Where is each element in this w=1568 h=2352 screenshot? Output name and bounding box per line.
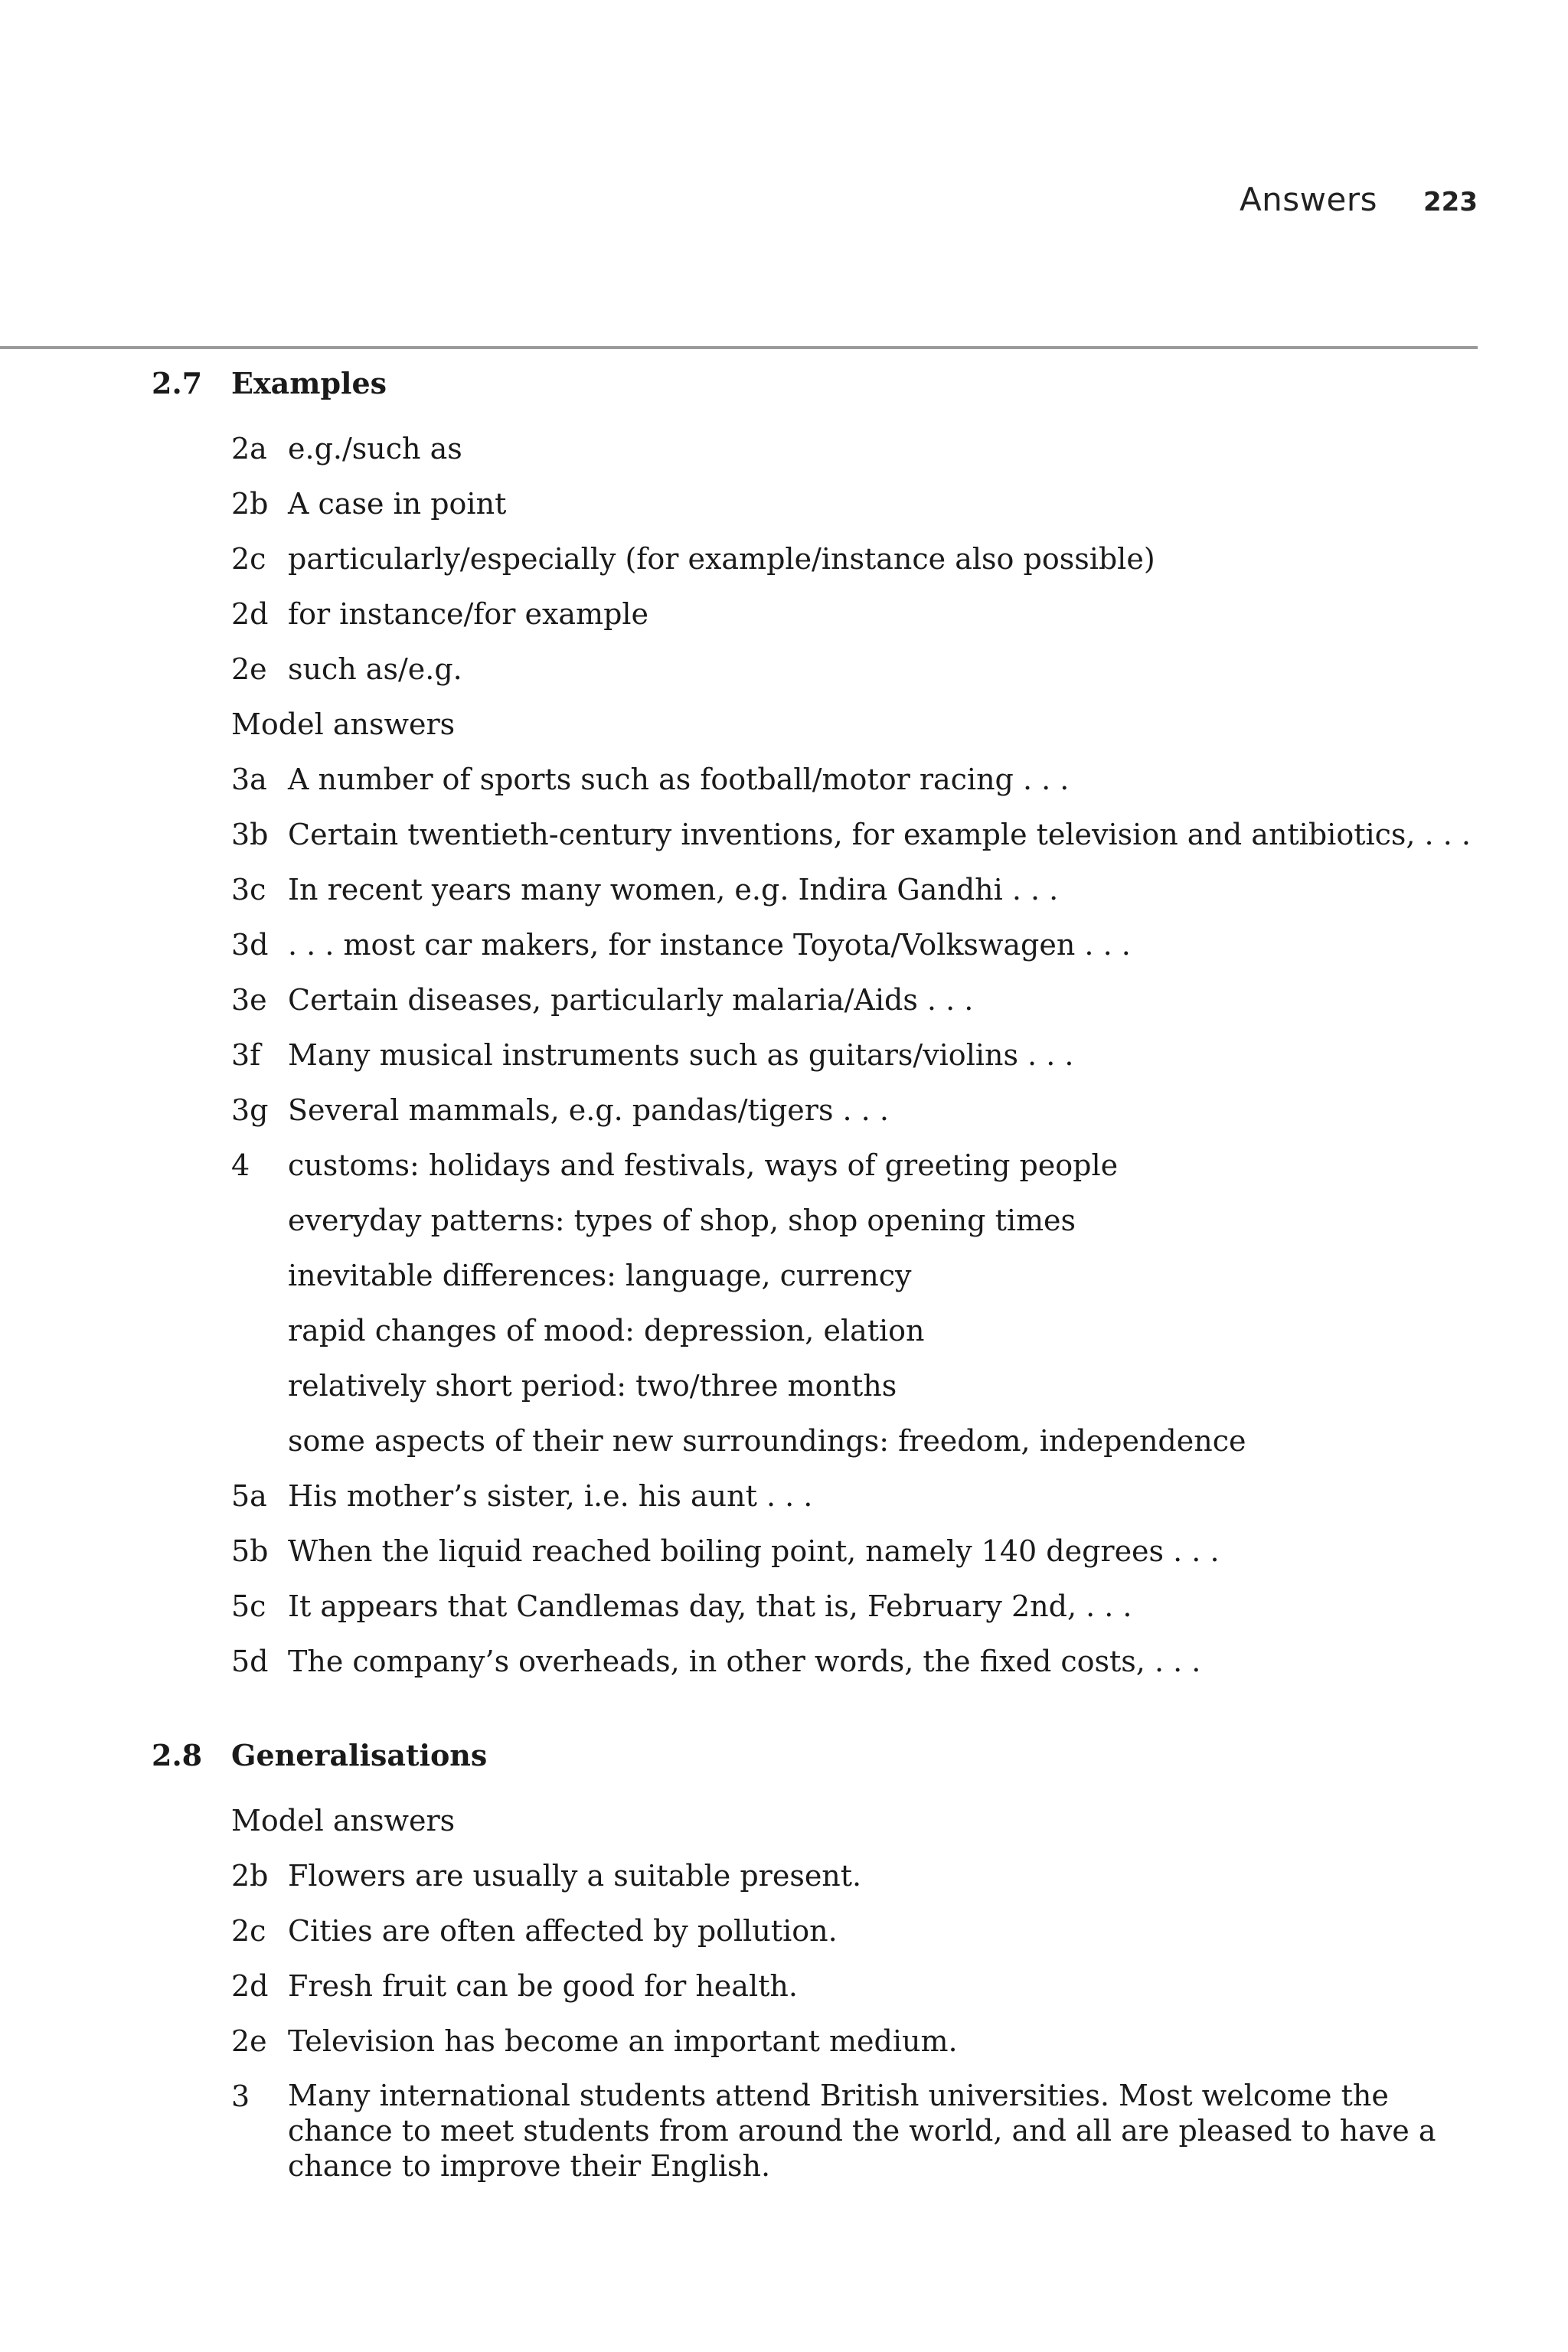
answer-text: Certain twentieth-century inventions, for example television and antibiotics, . . . (288, 818, 1471, 851)
answer-item (231, 2069, 1484, 2184)
model-answers-note: Model answers (231, 1804, 456, 1838)
answer-text: In recent years many women, e.g. Indira Gandhi . . . (288, 873, 1059, 906)
answer-text: A number of sports such as football/motor racing . . . (288, 763, 1070, 796)
answer-item (231, 1848, 1484, 1903)
answer-label: 5a (231, 1479, 267, 1513)
answer-text: particularly/especially (for example/instance also possible) (288, 542, 1155, 576)
answer-text: Many musical instruments such as guitars/violins . . . (288, 1038, 1074, 1072)
answer-text: . . . most car makers, for instance Toyota/Volkswagen . . . (288, 928, 1131, 962)
answer-label: 3b (231, 818, 269, 851)
answer-text: It appears that Candlemas day, that is, February 2nd, . . . (288, 1589, 1132, 1623)
answer-text: Flowers are usually a suitable present. (288, 1859, 862, 1893)
answer-text: for instance/for example (288, 597, 649, 631)
answer-item (231, 1468, 1484, 1524)
page-number: 223 (1423, 187, 1478, 217)
section-header (152, 1738, 1484, 1793)
answer-item (231, 1524, 1484, 1579)
answer-item (231, 421, 1484, 476)
answer-label: 2c (231, 542, 266, 576)
answer-item (231, 2014, 1484, 2069)
answer-item (231, 752, 1484, 807)
section-number: 2.7 (152, 366, 203, 400)
answer-item (231, 807, 1484, 862)
answer-label: 5b (231, 1534, 269, 1568)
answer-text: When the liquid reached boiling point, namely 140 degrees . . . (288, 1534, 1220, 1568)
running-head (1240, 181, 1478, 218)
header-rule (0, 346, 1478, 349)
answer-item (231, 642, 1484, 697)
answer-text: customs: holidays and festivals, ways of greeting people (288, 1148, 1119, 1182)
answer-label: 2b (231, 1859, 269, 1893)
section-generalisations (152, 1738, 1484, 2184)
answer-continuation: inevitable differences: language, currency (288, 1259, 912, 1292)
answer-item (231, 1579, 1484, 1634)
answer-label: 3d (231, 928, 269, 962)
answer-text: e.g./such as (288, 432, 462, 466)
answer-label: 5c (231, 1589, 266, 1623)
answer-item (231, 1958, 1484, 2014)
answer-label: 4 (231, 1148, 250, 1182)
section-title: Generalisations (231, 1738, 488, 1772)
answer-label: 2d (231, 1969, 269, 2003)
section-examples (152, 366, 1484, 1689)
answer-label: 3f (231, 1038, 261, 1072)
answer-label: 3c (231, 873, 266, 906)
running-title: Answers (1239, 181, 1378, 218)
answer-item (231, 586, 1484, 642)
answer-continuation: some aspects of their new surroundings: freedom, independence (288, 1424, 1246, 1458)
section-number: 2.8 (152, 1738, 203, 1772)
answer-item (231, 1083, 1484, 1138)
section-body (231, 421, 1484, 1689)
answer-item (231, 1027, 1484, 1083)
answer-text: Several mammals, e.g. pandas/tigers . . . (288, 1093, 889, 1127)
answer-label: 2b (231, 487, 269, 521)
answer-item (231, 476, 1484, 531)
answer-label: 2d (231, 597, 269, 631)
answer-text: His mother’s sister, i.e. his aunt . . . (288, 1479, 813, 1513)
answer-item (231, 531, 1484, 586)
answer-label: 3 (231, 2079, 250, 2113)
answer-continuation: everyday patterns: types of shop, shop opening times (288, 1204, 1076, 1237)
answer-item (231, 1903, 1484, 1958)
answer-text: Cities are often affected by pollution. (288, 1914, 838, 1948)
answer-label: 2c (231, 1914, 266, 1948)
answer-label: 2e (231, 652, 267, 686)
answer-text: such as/e.g. (288, 652, 462, 686)
section-body (231, 1793, 1484, 2184)
answer-label: 3a (231, 763, 267, 796)
answer-text: The company’s overheads, in other words, the fixed costs, . . . (288, 1645, 1201, 1678)
answer-label: 2a (231, 432, 267, 466)
answer-text: A case in point (288, 487, 507, 521)
answer-text: Television has become an important medium. (288, 2024, 958, 2058)
answer-label: 2e (231, 2024, 267, 2058)
answer-text: Fresh fruit can be good for health. (288, 1969, 798, 2003)
answer-item (231, 1138, 1484, 1193)
answer-label: 5d (231, 1645, 269, 1678)
section-header (152, 366, 1484, 421)
answer-text: Many international students attend British universities. Most welcome the chance to meet students from around the world, and all are pleased to have a chance to improve their English. (288, 2079, 1436, 2183)
answer-continuation: rapid changes of mood: depression, elation (288, 1314, 925, 1348)
answer-label: 3g (231, 1093, 269, 1127)
answer-item (231, 862, 1484, 917)
answer-item (231, 917, 1484, 972)
answer-item (231, 972, 1484, 1027)
section-title: Examples (231, 366, 387, 400)
answers-content (152, 366, 1484, 2233)
answer-label: 3e (231, 983, 267, 1017)
answer-item (231, 1634, 1484, 1689)
answer-text: Certain diseases, particularly malaria/Aids . . . (288, 983, 974, 1017)
answer-continuation: relatively short period: two/three months (288, 1369, 897, 1403)
model-answers-note: Model answers (231, 707, 456, 741)
